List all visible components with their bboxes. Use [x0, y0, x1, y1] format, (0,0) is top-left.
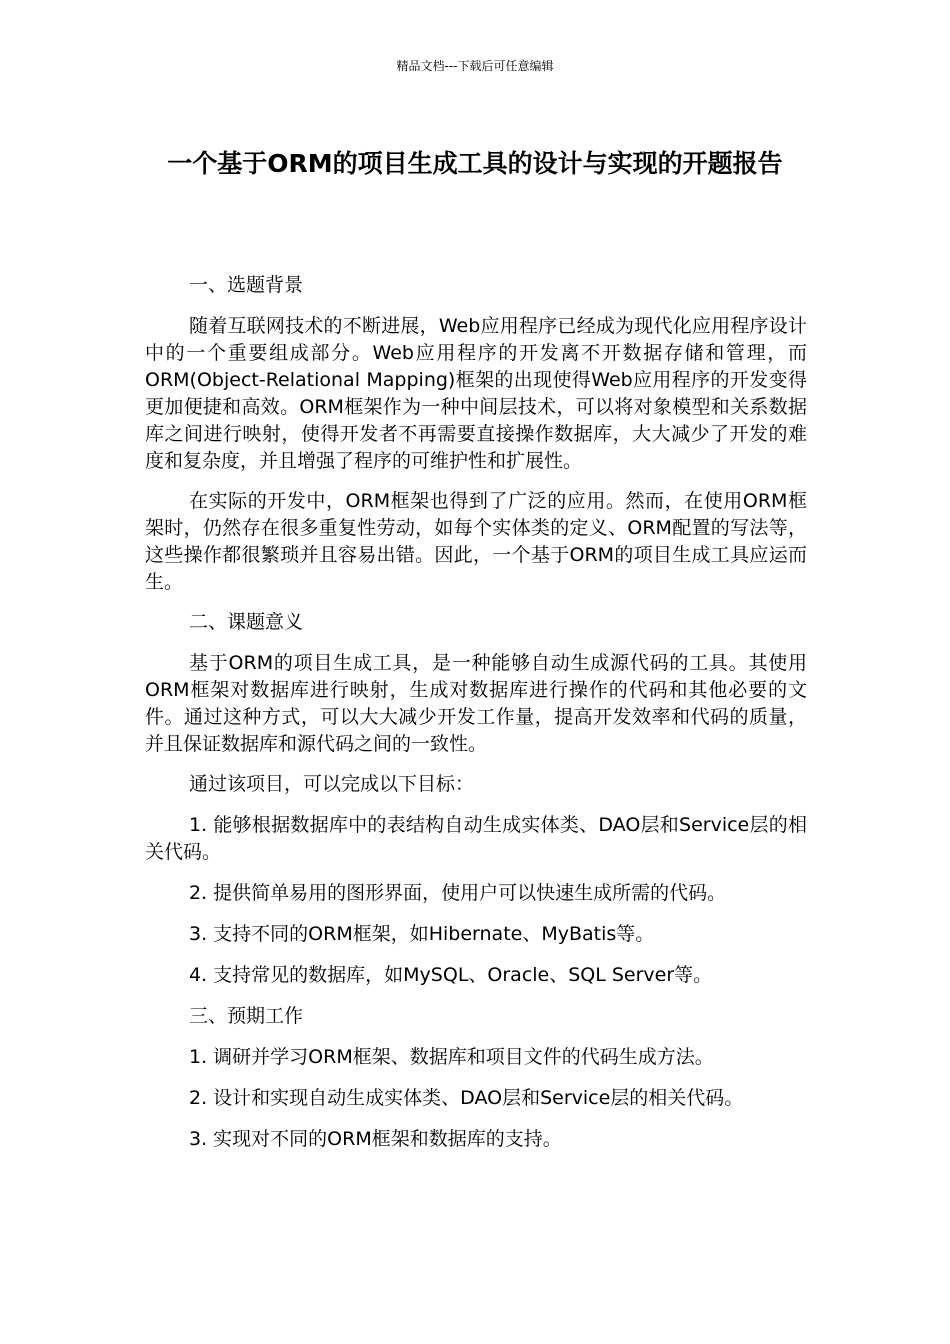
- document-title: 一个基于ORM的项目生成工具的设计与实现的开题报告: [167, 149, 783, 178]
- section-heading-significance: 二、课题意义: [189, 611, 304, 633]
- work-item-3: 3. 实现对不同的ORM框架和数据库的支持。: [189, 1128, 562, 1150]
- section-heading-expected-work: 三、预期工作: [189, 1005, 304, 1027]
- goal-item-1: 1. 能够根据数据库中的表结构自动生成实体类、DAO层和Service层的相关代码。: [145, 814, 807, 863]
- document-body: [145, 272, 807, 1167]
- significance-paragraph-2: 通过该项目，可以完成以下目标：: [189, 773, 475, 795]
- goal-item-3: 3. 支持不同的ORM框架，如Hibernate、MyBatis等。: [189, 923, 655, 945]
- background-paragraph-2: 在实际的开发中，ORM框架也得到了广泛的应用。然而，在使用ORM框架时，仍然存在很多重复性劳动，如每个实体类的定义、ORM配置的写法等，这些操作都很繁琐并且容易出错。因此，一个基于ORM的项目生成工具应运而生。: [145, 490, 807, 593]
- significance-paragraph-1: 基于ORM的项目生成工具，是一种能够自动生成源代码的工具。其使用ORM框架对数据库进行映射，生成对数据库进行操作的代码和其他必要的文件。通过这种方式，可以大大减少开发工作量，提高开发效率和代码的质量，并且保证数据库和源代码之间的一致性。: [145, 652, 807, 755]
- page-header: 精品文档---下载后可任意编辑: [396, 59, 554, 73]
- background-paragraph-1: 随着互联网技术的不断进展，Web应用程序已经成为现代化应用程序设计中的一个重要组成部分。Web应用程序的开发离不开数据存储和管理，而ORM(Object-Relational Mapping)框架的出现使得Web应用程序的开发变得更加便捷和高效。ORM框架作为一种中间层技术，可以将对象模型和关系数据库之间进行映射，使得开发者不再需要直接操作数据库，大大减少了开发的难度和复杂度，并且增强了程序的可维护性和扩展性。: [145, 315, 807, 472]
- goal-item-2: 2. 提供简单易用的图形界面，使用户可以快速生成所需的代码。: [189, 882, 727, 904]
- work-item-1: 1. 调研并学习ORM框架、数据库和项目文件的代码生成方法。: [189, 1046, 714, 1068]
- work-item-2: 2. 设计和实现自动生成实体类、DAO层和Service层的相关代码。: [189, 1087, 744, 1109]
- section-heading-background: 一、选题背景: [189, 274, 304, 296]
- goal-item-4: 4. 支持常见的数据库，如MySQL、Oracle、SQL Server等。: [189, 964, 713, 986]
